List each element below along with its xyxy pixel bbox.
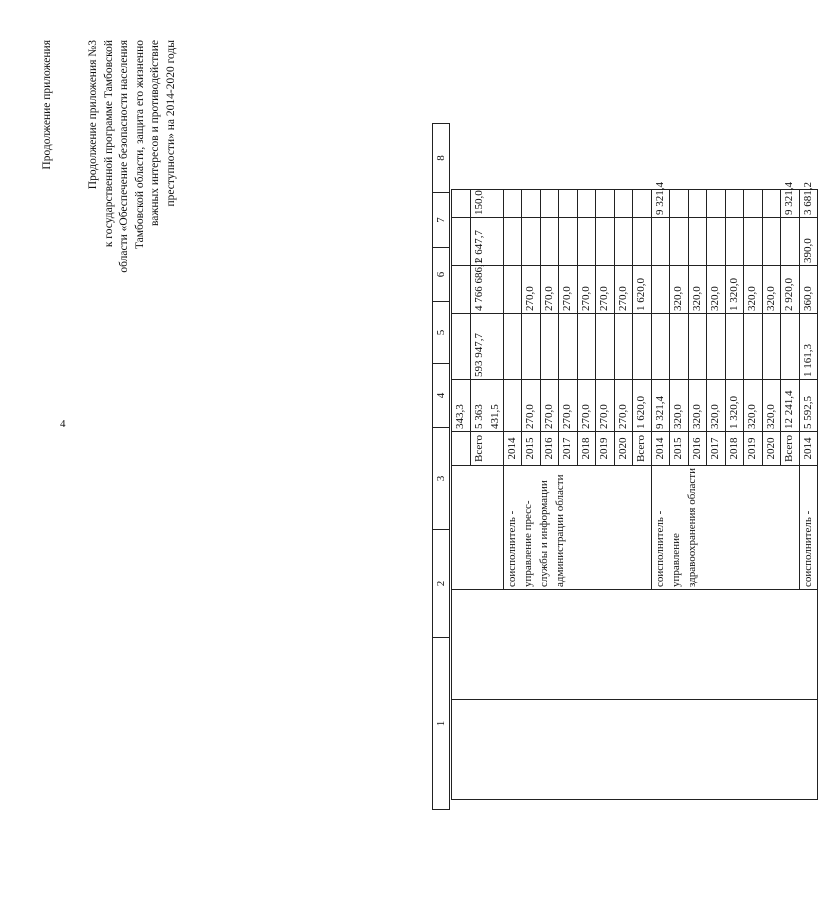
value-cell-c7	[781, 218, 800, 266]
value-cell-c8	[503, 190, 522, 218]
value-cell-c8: 9 321,4	[651, 190, 670, 218]
value-cell-c5	[707, 314, 726, 380]
value-cell-c6: 320,0	[762, 266, 781, 314]
value-cell-c7	[614, 218, 633, 266]
value-cell-c5	[596, 314, 615, 380]
header-col-8: 8	[433, 124, 450, 193]
blank-col-2	[452, 590, 818, 700]
value-cell-c4: 270,0	[559, 380, 578, 432]
value-cell-c8	[762, 190, 781, 218]
value-cell-c5	[452, 314, 471, 380]
value-cell-c8: 9 321,4	[781, 190, 800, 218]
table-row	[452, 190, 471, 800]
year-cell: Всего	[470, 432, 503, 466]
value-cell-c8	[614, 190, 633, 218]
year-cell: 2019	[744, 432, 763, 466]
caption-block	[86, 40, 180, 273]
caption-line: преступности» на 2014-2020 годы	[164, 40, 177, 207]
year-cell: 2016	[540, 432, 559, 466]
value-cell-c6: 360,0	[799, 266, 818, 314]
value-cell-c6: 270,0	[540, 266, 559, 314]
year-cell: 2014	[503, 432, 522, 466]
column-number-header	[432, 123, 450, 810]
header-col-3: 3	[433, 428, 450, 530]
value-cell-c8	[670, 190, 689, 218]
value-cell-c7	[503, 218, 522, 266]
value-cell-c4: 270,0	[522, 380, 541, 432]
value-cell-c6: 4 766 686,1	[470, 266, 503, 314]
value-cell-c5	[744, 314, 763, 380]
value-cell-c7	[688, 218, 707, 266]
financing-table	[451, 182, 818, 800]
value-cell-c8	[725, 190, 744, 218]
value-cell-c5	[762, 314, 781, 380]
blank-col-1	[452, 700, 818, 800]
value-cell-c8	[540, 190, 559, 218]
year-cell: 2017	[559, 432, 578, 466]
value-cell-c4: 270,0	[540, 380, 559, 432]
value-cell-c8	[688, 190, 707, 218]
value-cell-c5	[725, 314, 744, 380]
value-cell-c4: 5 363 431,5	[470, 380, 503, 432]
value-cell-c4: 320,0	[762, 380, 781, 432]
value-cell-c7	[540, 218, 559, 266]
value-cell-c4: 12 241,4	[781, 380, 800, 432]
value-cell-c5	[633, 314, 652, 380]
value-cell-c4: 270,0	[614, 380, 633, 432]
caption-title: Продолжение приложения	[41, 40, 53, 170]
value-cell-c5	[670, 314, 689, 380]
value-cell-c7	[596, 218, 615, 266]
value-cell-c6: 1 620,0	[633, 266, 652, 314]
year-cell: 2020	[762, 432, 781, 466]
caption-line: важных интересов и противодействие	[149, 40, 162, 226]
caption-line: области «Обеспечение безопасности населения	[118, 40, 131, 273]
value-cell-c6: 270,0	[596, 266, 615, 314]
year-cell: 2019	[596, 432, 615, 466]
executor-cell: соисполнитель - управление здравоохранения области	[651, 466, 799, 590]
value-cell-c5	[577, 314, 596, 380]
value-cell-c7	[633, 218, 652, 266]
value-cell-c5	[651, 314, 670, 380]
header-col-5: 5	[433, 302, 450, 364]
year-cell: 2018	[725, 432, 744, 466]
value-cell-c8	[707, 190, 726, 218]
value-cell-c6	[651, 266, 670, 314]
year-cell: 2020	[614, 432, 633, 466]
year-cell: Всего	[633, 432, 652, 466]
value-cell-c6: 270,0	[614, 266, 633, 314]
value-cell-c7: 2 647,7	[470, 218, 503, 266]
value-cell-c8	[452, 190, 471, 218]
value-cell-c4: 343,3	[452, 380, 471, 432]
year-cell: 2015	[522, 432, 541, 466]
value-cell-c7	[559, 218, 578, 266]
value-cell-c5	[559, 314, 578, 380]
year-cell: 2014	[799, 432, 818, 466]
year-cell: 2014	[651, 432, 670, 466]
value-cell-c4: 320,0	[744, 380, 763, 432]
executor-cell	[452, 466, 504, 590]
header-col-1: 1	[433, 638, 450, 810]
value-cell-c4: 1 320,0	[725, 380, 744, 432]
value-cell-c7	[762, 218, 781, 266]
value-cell-c4: 9 321,4	[651, 380, 670, 432]
value-cell-c6	[503, 266, 522, 314]
value-cell-c4: 270,0	[577, 380, 596, 432]
header-col-2: 2	[433, 530, 450, 638]
year-cell: 2015	[670, 432, 689, 466]
year-cell: 2018	[577, 432, 596, 466]
header-col-7: 7	[433, 193, 450, 248]
value-cell-c7	[744, 218, 763, 266]
caption-line: к государственной программе Тамбовской	[102, 40, 115, 248]
value-cell-c4: 320,0	[688, 380, 707, 432]
value-cell-c8	[596, 190, 615, 218]
caption-line: Продолжение приложения №3	[87, 40, 99, 190]
value-cell-c7	[707, 218, 726, 266]
value-cell-c7	[670, 218, 689, 266]
year-cell: Всего	[781, 432, 800, 466]
value-cell-c8	[559, 190, 578, 218]
header-col-4: 4	[433, 364, 450, 428]
value-cell-c6: 320,0	[707, 266, 726, 314]
value-cell-c8	[744, 190, 763, 218]
value-cell-c6: 270,0	[522, 266, 541, 314]
value-cell-c7	[725, 218, 744, 266]
value-cell-c4: 270,0	[596, 380, 615, 432]
value-cell-c4: 320,0	[707, 380, 726, 432]
value-cell-c8	[522, 190, 541, 218]
value-cell-c6: 1 320,0	[725, 266, 744, 314]
value-cell-c7	[522, 218, 541, 266]
year-cell: 2017	[707, 432, 726, 466]
value-cell-c6: 270,0	[559, 266, 578, 314]
value-cell-c8	[633, 190, 652, 218]
value-cell-c8	[577, 190, 596, 218]
value-cell-c4	[503, 380, 522, 432]
value-cell-c6: 270,0	[577, 266, 596, 314]
year-cell	[452, 432, 471, 466]
caption-line: Тамбовской области, защита его жизненно	[133, 40, 146, 250]
value-cell-c8: 150,0	[470, 190, 503, 218]
value-cell-c5	[540, 314, 559, 380]
value-cell-c6: 2 920,0	[781, 266, 800, 314]
value-cell-c4: 320,0	[670, 380, 689, 432]
executor-cell: соисполнитель - управление пресс-службы и информации администрации области	[503, 466, 651, 590]
page-number: 4	[60, 418, 66, 430]
value-cell-c7	[452, 218, 471, 266]
value-cell-c7: 390,0	[799, 218, 818, 266]
value-cell-c5	[781, 314, 800, 380]
value-cell-c5	[688, 314, 707, 380]
value-cell-c8: 3 681,2	[799, 190, 818, 218]
value-cell-c4: 1 620,0	[633, 380, 652, 432]
year-cell: 2016	[688, 432, 707, 466]
value-cell-c5	[503, 314, 522, 380]
value-cell-c7	[577, 218, 596, 266]
value-cell-c6: 320,0	[670, 266, 689, 314]
value-cell-c6	[452, 266, 471, 314]
executor-cell: соисполнитель -	[799, 466, 818, 590]
header-col-6: 6	[433, 248, 450, 302]
value-cell-c5: 1 161,3	[799, 314, 818, 380]
value-cell-c5: 593 947,7	[470, 314, 503, 380]
landscape-content	[22, 30, 814, 810]
value-cell-c4: 5 592,5	[799, 380, 818, 432]
value-cell-c6: 320,0	[688, 266, 707, 314]
value-cell-c7	[651, 218, 670, 266]
value-cell-c6: 320,0	[744, 266, 763, 314]
value-cell-c5	[614, 314, 633, 380]
value-cell-c5	[522, 314, 541, 380]
header-row	[433, 124, 450, 810]
